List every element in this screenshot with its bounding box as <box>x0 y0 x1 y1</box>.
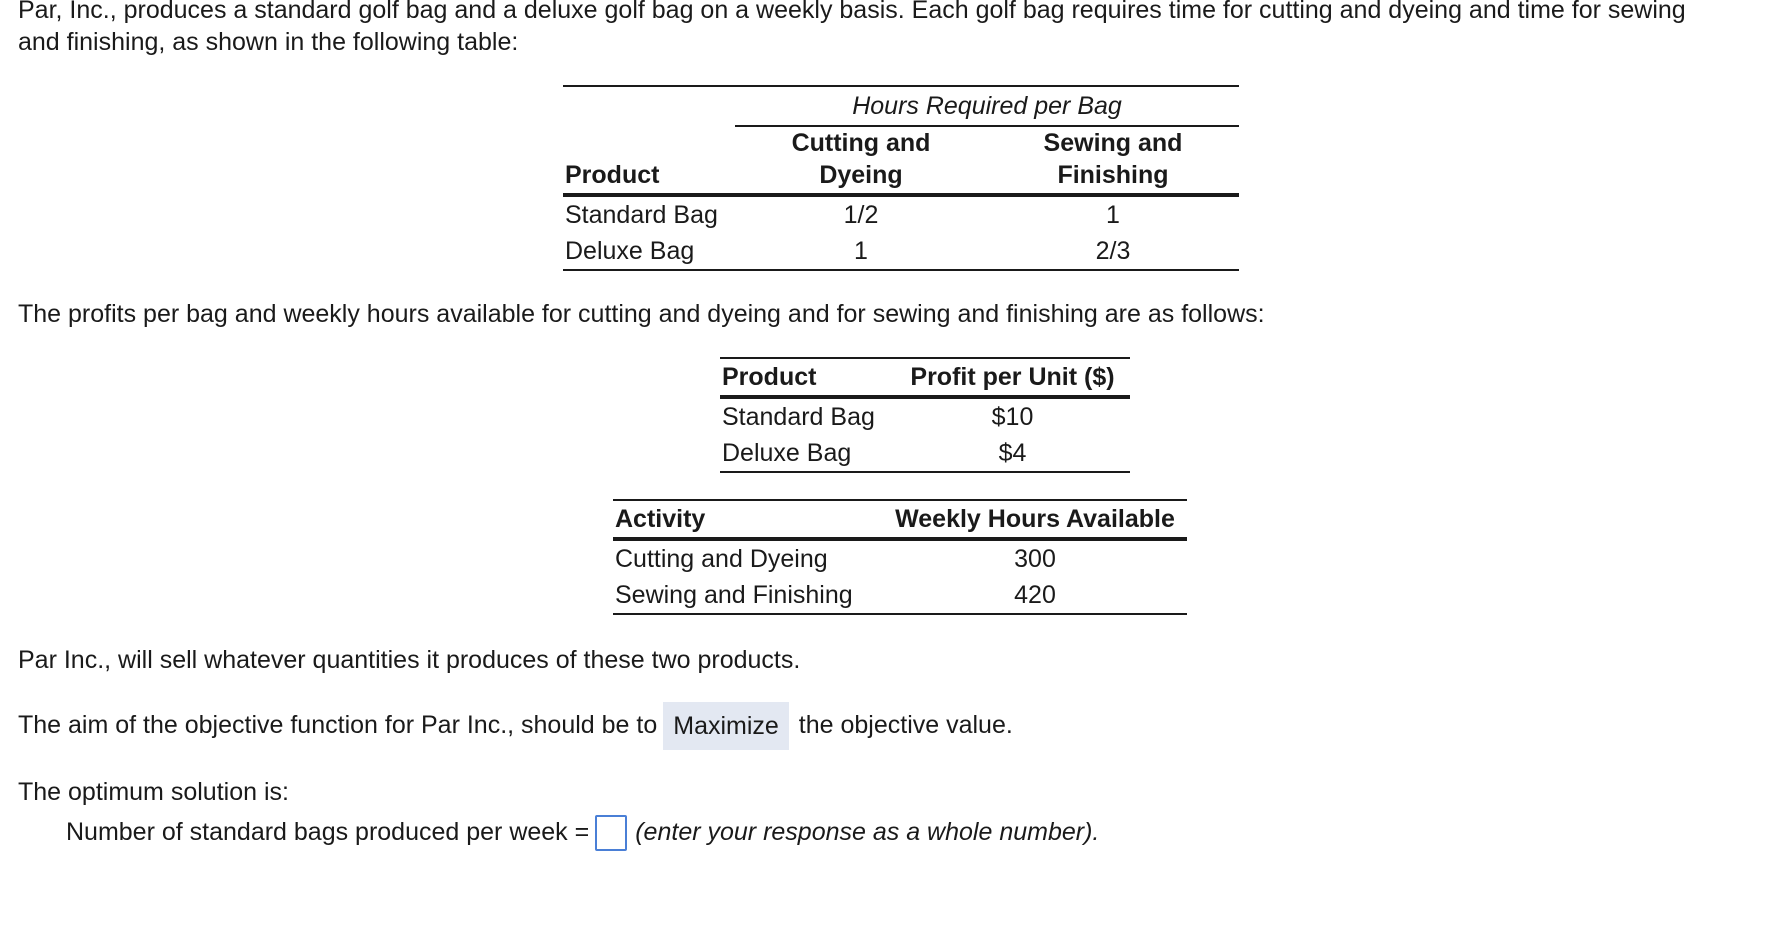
table-row <box>563 233 1239 270</box>
col-header-activity: Activity <box>613 500 883 539</box>
hours-available-table <box>613 499 1187 615</box>
profit-cell: $4 <box>895 435 1130 472</box>
sewing-cell: 2/3 <box>987 233 1239 270</box>
activity-cell: Cutting and Dyeing <box>615 545 828 573</box>
intro-paragraph <box>18 0 1773 58</box>
profit-table <box>720 357 1130 473</box>
hours-required-table <box>563 85 1239 271</box>
response-note: (enter your response as a whole number). <box>635 818 1100 846</box>
standard-bags-label: Number of standard bags produced per week = <box>66 818 590 846</box>
activity-cell: Sewing and Finishing <box>613 577 883 614</box>
objective-sentence <box>18 701 1013 750</box>
objective-prefix: The aim of the objective function for Par Inc., should be to <box>18 711 658 739</box>
col-header-profit: Profit per Unit ($) <box>895 358 1130 397</box>
intro-line-2: and finishing, as shown in the following table: <box>18 28 519 56</box>
profits-intro-text: The profits per bag and weekly hours available for cutting and dyeing and for sewing and finishing are as follows: <box>18 300 1265 328</box>
standard-bags-input[interactable] <box>595 815 627 851</box>
table-row <box>613 539 1187 577</box>
solution-heading: The optimum solution is: <box>18 778 289 806</box>
product-cell: Standard Bag <box>565 201 718 229</box>
table-row <box>613 577 1187 614</box>
cutting-cell: 1/2 <box>843 201 879 229</box>
product-cell: Deluxe Bag <box>563 233 735 270</box>
col-header-weekly-hours: Weekly Hours Available <box>883 500 1187 539</box>
objective-answer-dropdown[interactable]: Maximize <box>663 702 789 750</box>
table-row <box>720 435 1130 472</box>
col-header-cutting-dyeing: Cutting and Dyeing <box>735 126 987 195</box>
col-header-sewing-finishing: Sewing and Finishing <box>987 126 1239 195</box>
sewing-cell: 1 <box>1106 201 1120 229</box>
col-header-product: Product <box>720 358 895 397</box>
objective-suffix: the objective value. <box>798 711 1013 739</box>
standard-bags-line <box>66 812 1099 852</box>
table-row <box>563 195 1239 233</box>
hours-cell: 300 <box>1014 545 1056 573</box>
hours-cell: 420 <box>883 577 1187 614</box>
product-cell: Standard Bag <box>722 403 875 431</box>
profit-cell: $10 <box>991 403 1034 431</box>
hours-required-group-header: Hours Required per Bag <box>735 86 1239 126</box>
cutting-cell: 1 <box>735 233 987 270</box>
col-header-product: Product <box>563 126 735 195</box>
product-cell: Deluxe Bag <box>720 435 895 472</box>
sell-statement: Par Inc., will sell whatever quantities it produces of these two products. <box>18 646 801 674</box>
table-row <box>720 397 1130 435</box>
intro-line-1: Par, Inc., produces a standard golf bag and a deluxe golf bag on a weekly basis. Each golf bag requires time for cutting and dyeing and time for sewing <box>18 0 1686 24</box>
